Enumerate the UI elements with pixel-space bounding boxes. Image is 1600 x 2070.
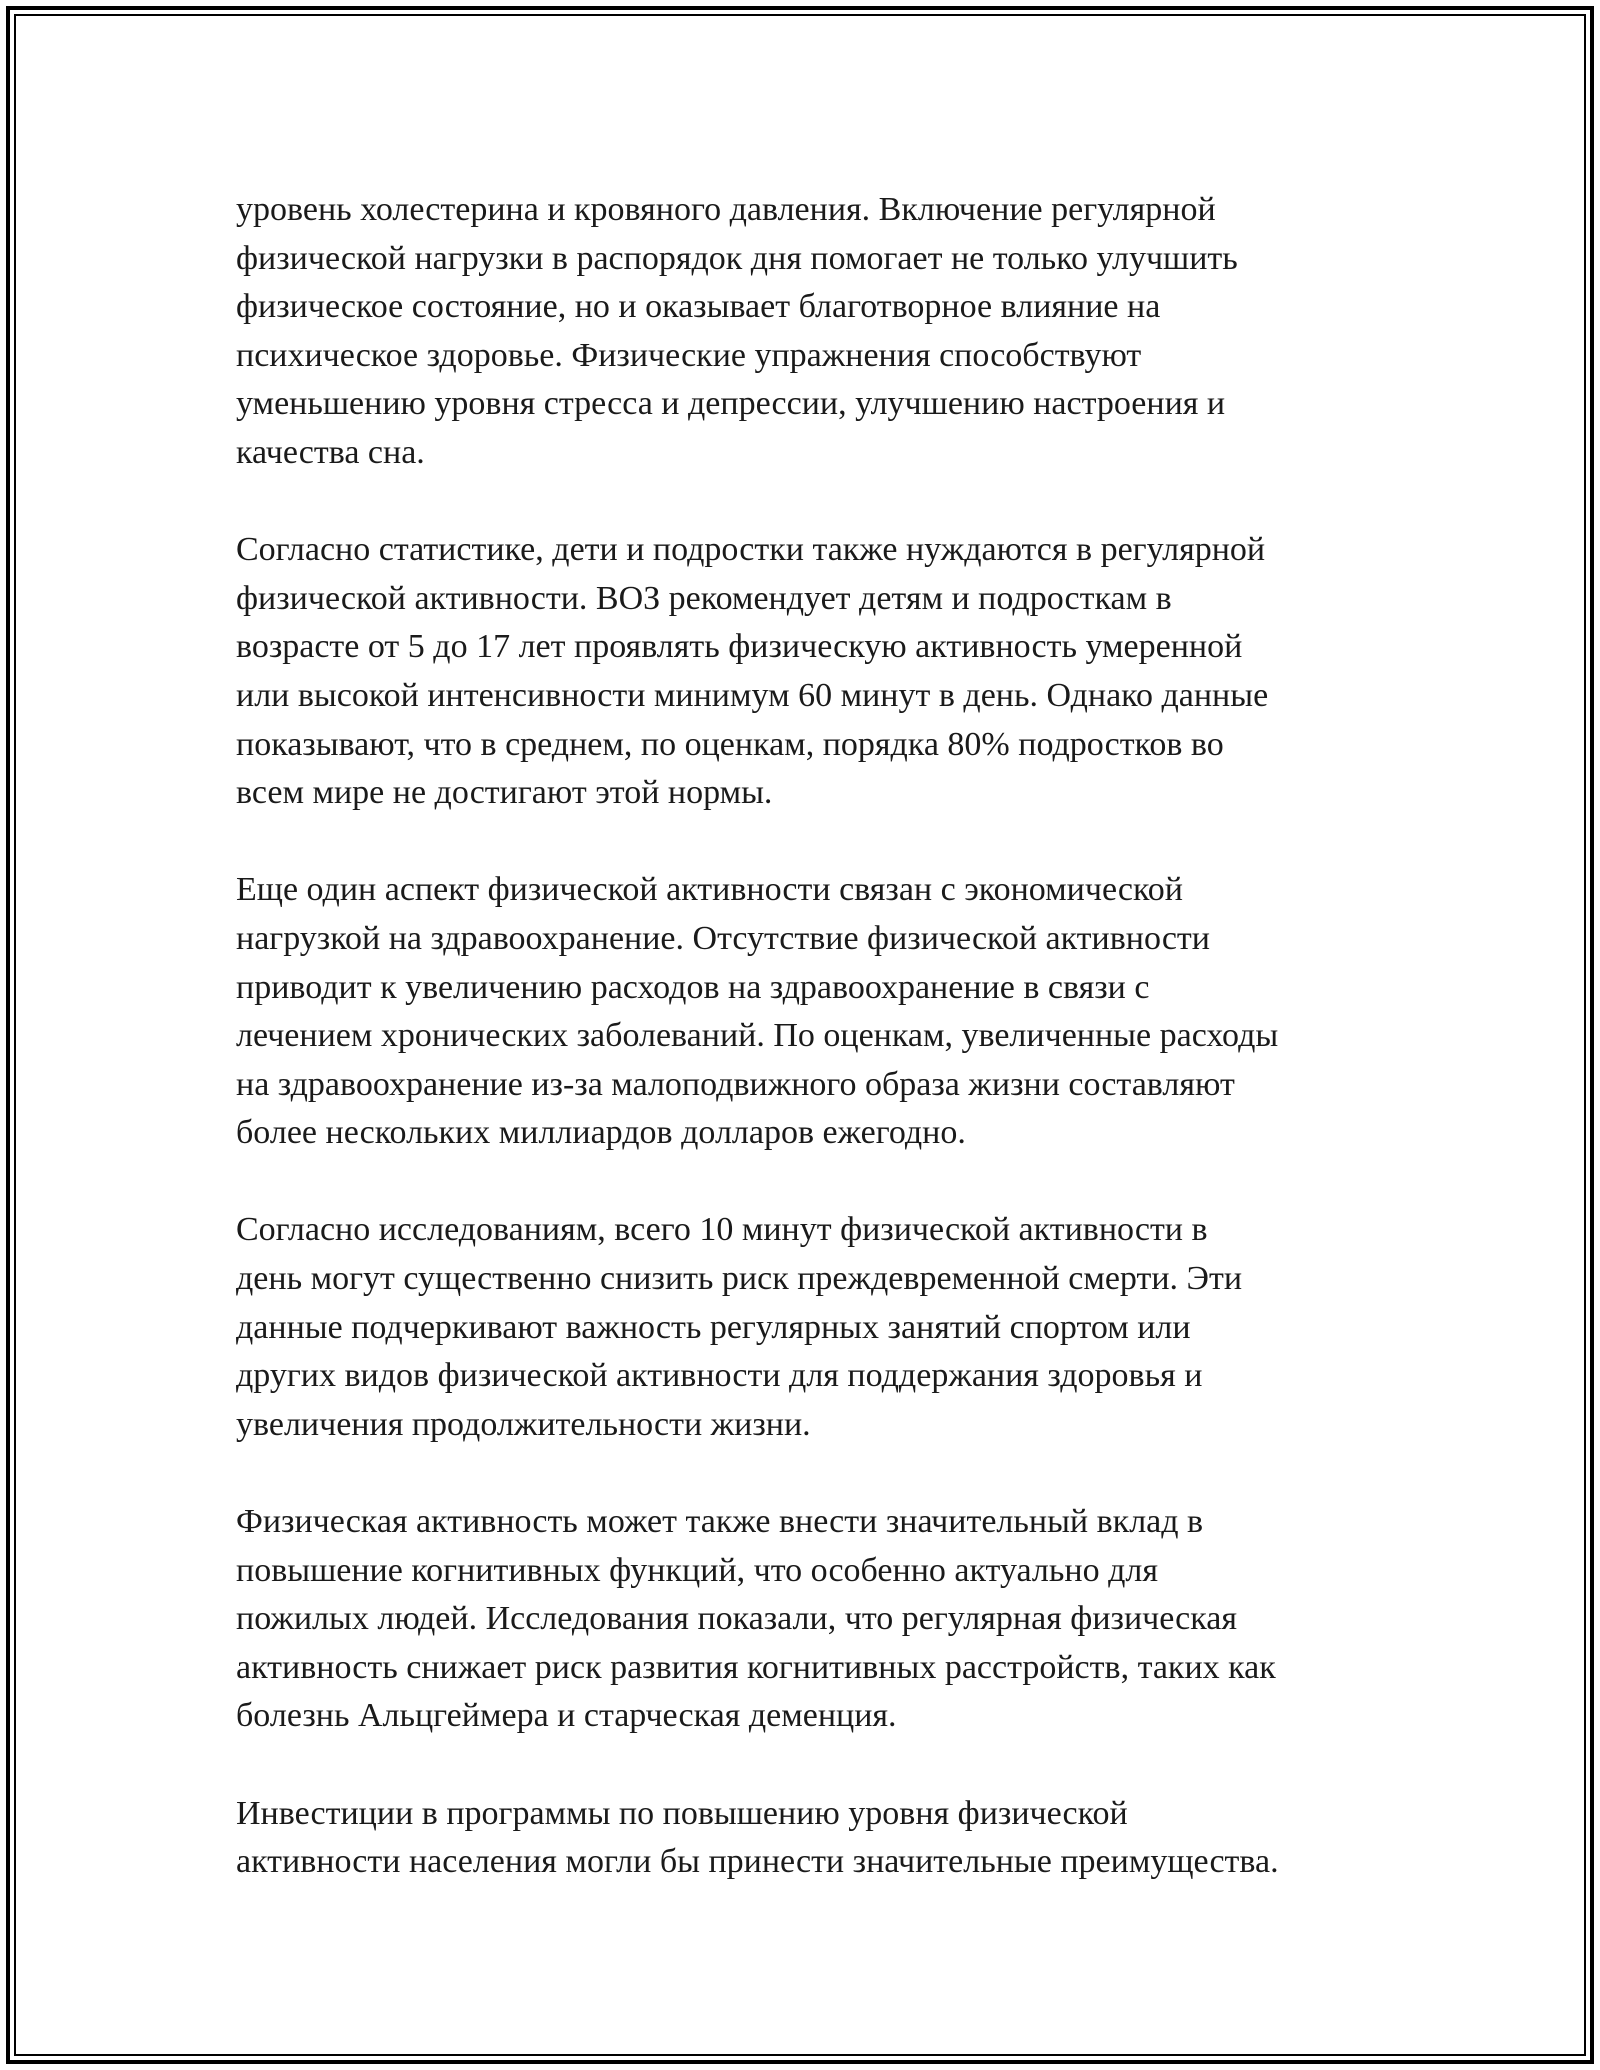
text-line: увеличения продолжительности жизни.	[236, 1405, 811, 1443]
text-line: более нескольких миллиардов долларов ежегодно.	[236, 1114, 966, 1152]
text-line: Еще один аспект физической активности связан с экономической	[236, 871, 1183, 909]
text-line: других видов физической активности для поддержания здоровья и	[236, 1357, 1203, 1395]
text-line: психическое здоровье. Физические упражнения способствуют	[236, 336, 1142, 374]
text-line: уменьшению уровня стресса и депрессии, улучшению настроения и	[236, 385, 1226, 423]
text-line: физической активности. ВОЗ рекомендует детям и подросткам в	[236, 579, 1172, 617]
text-line: всем мире не достигают этой нормы.	[236, 774, 773, 812]
text-line: возрасте от 5 до 17 лет проявлять физическую активность умеренной	[236, 628, 1243, 666]
text-line: повышение когнитивных функций, что особенно актуально для	[236, 1551, 1158, 1589]
paragraph-economic-burden	[236, 866, 1396, 1158]
text-line: Физическая активность может также внести значительный вклад в	[236, 1503, 1204, 1541]
text-line: на здравоохранение из-за малоподвижного образа жизни составляют	[236, 1065, 1235, 1103]
text-line: лечением хронических заболеваний. По оценкам, увеличенные расходы	[236, 1017, 1279, 1055]
paragraph-children-statistics	[236, 526, 1396, 818]
text-line: приводит к увеличению расходов на здравоохранение в связи с	[236, 968, 1150, 1006]
text-line: активности населения могли бы принести значительные преимущества.	[236, 1843, 1279, 1881]
text-line: активность снижает риск развития когнитивных расстройств, таких как	[236, 1648, 1276, 1686]
text-line: физическое состояние, но и оказывает благотворное влияние на	[236, 288, 1161, 326]
paragraph-ten-minutes	[236, 1206, 1396, 1449]
text-line: данные подчеркивают важность регулярных занятий спортом или	[236, 1308, 1191, 1346]
text-line: пожилых людей. Исследования показали, что регулярная физическая	[236, 1600, 1238, 1638]
text-line: Согласно статистике, дети и подростки также нуждаются в регулярной	[236, 531, 1266, 569]
text-line: Согласно исследованиям, всего 10 минут физической активности в	[236, 1211, 1208, 1249]
text-line: показывают, что в среднем, по оценкам, порядка 80% подростков во	[236, 725, 1224, 763]
paragraph-cognitive-functions	[236, 1498, 1396, 1741]
text-line: нагрузкой на здравоохранение. Отсутствие физической активности	[236, 919, 1210, 957]
text-line: физической нагрузки в распорядок дня помогает не только улучшить	[236, 239, 1238, 277]
paragraph-investments	[236, 1790, 1396, 1887]
paragraph-cholesterol	[236, 186, 1396, 478]
text-line: качества сна.	[236, 433, 425, 471]
text-line: день могут существенно снизить риск преждевременной смерти. Эти	[236, 1260, 1243, 1298]
text-line: или высокой интенсивности минимум 60 минут в день. Однако данные	[236, 676, 1269, 714]
text-line: Инвестиции в программы по повышению уровня физической	[236, 1794, 1128, 1832]
text-line: уровень холестерина и кровяного давления. Включение регулярной	[236, 191, 1216, 228]
document-body	[236, 186, 1396, 1887]
text-line: болезнь Альцгеймера и старческая деменция.	[236, 1697, 897, 1735]
